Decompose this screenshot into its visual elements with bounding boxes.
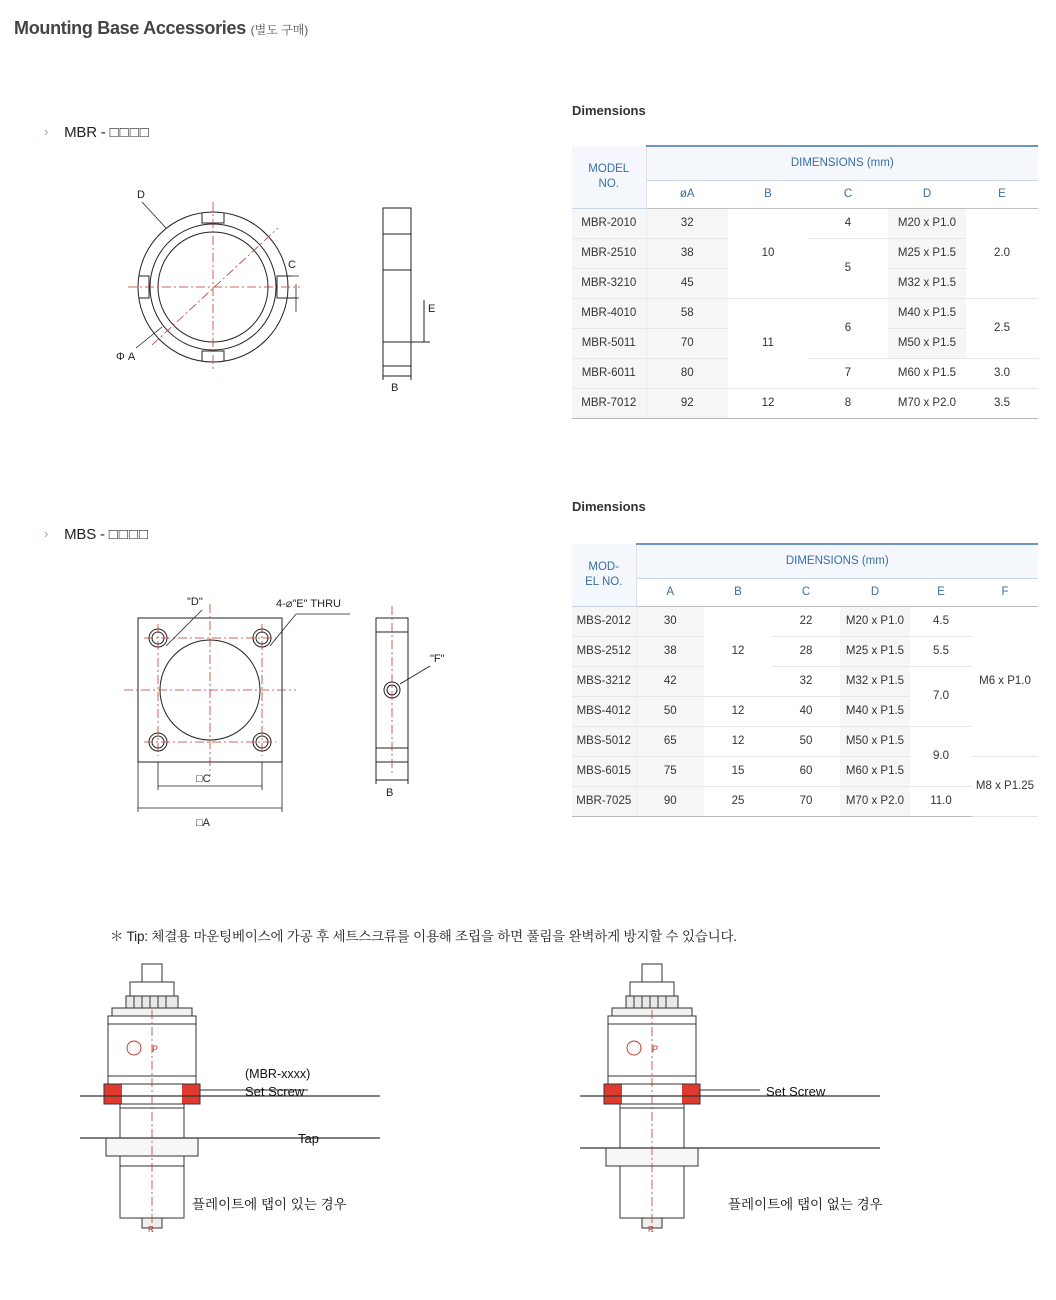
mbs-drawing [110,580,480,840]
cell-e: 3.5 [966,388,1038,418]
cell-a: 58 [646,298,728,328]
table-mbs [572,543,1038,817]
table-mbr [572,145,1038,419]
table-mbr-col-e: E [966,180,1038,208]
table-mbr-col-a: øA [646,180,728,208]
mbr-label-b: B [391,382,399,394]
cell-d: M70 x P2.0 [840,786,910,816]
table-row [572,666,1038,696]
table-mbs-group-header: DIMENSIONS (mm) [636,544,1038,578]
table-mbr-col-d: D [888,180,966,208]
page-title-sub: (별도 구매) [250,23,309,37]
cell-b: 12 [704,726,772,756]
figure-without-tap [580,960,1010,1250]
figure2-marker-p: P [652,1044,659,1054]
cell-b: 12 [704,606,772,696]
cell-model: MBR-7025 [572,786,636,816]
cell-b: 11 [728,298,808,388]
cell-c: 70 [772,786,840,816]
figure1-label-setscrew: Set Screw [245,1084,305,1099]
cell-b: 12 [728,388,808,418]
cell-d: M60 x P1.5 [840,756,910,786]
cell-c: 6 [808,298,888,358]
section-heading-mbs [44,526,149,543]
chevron-right-icon: › [44,526,49,541]
table-mbs-col-b: B [704,578,772,606]
chevron-right-icon: › [44,124,49,139]
cell-d: M25 x P1.5 [888,238,966,268]
cell-model: MBR-3210 [572,268,646,298]
cell-a: 32 [646,208,728,238]
table-mbs-col-a: A [636,578,704,606]
figure2-caption: 플레이트에 탭이 없는 경우 [728,1197,883,1212]
cell-model: MBR-7012 [572,388,646,418]
mbs-label-c: □C [196,773,211,785]
cell-model: MBS-2512 [572,636,636,666]
cell-d: M25 x P1.5 [840,636,910,666]
cell-a: 38 [646,238,728,268]
cell-c: 28 [772,636,840,666]
page-title [14,18,308,39]
cell-a: 90 [636,786,704,816]
table-mbs-model-header: MOD- EL NO. [572,544,636,606]
dimensions-label-mbr: Dimensions [572,103,646,118]
table-row [572,726,1038,756]
cell-c: 60 [772,756,840,786]
mbs-label-a: □A [196,817,210,829]
cell-a: 80 [646,358,728,388]
cell-c: 5 [808,238,888,298]
page-title-main: Mounting Base Accessories [14,18,246,38]
tip-note [110,925,737,945]
table-row [572,208,1038,238]
cell-b: 15 [704,756,772,786]
cell-a: 30 [636,606,704,636]
section-heading-mbr-boxes: □□□□ [109,124,150,141]
figure1-caption: 플레이트에 탭이 있는 경우 [192,1197,347,1212]
cell-model: MBS-5012 [572,726,636,756]
table-row [572,636,1038,666]
cell-d: M50 x P1.5 [840,726,910,756]
cell-b: 12 [704,696,772,726]
cell-model: MBS-3212 [572,666,636,696]
cell-e: 3.0 [966,358,1038,388]
cell-c: 4 [808,208,888,238]
section-heading-mbr-label: MBR - [64,124,110,141]
mbs-label-b: B [386,787,394,799]
cell-e: 11.0 [910,786,972,816]
dimensions-label-mbs: Dimensions [572,499,646,514]
cell-model: MBS-4012 [572,696,636,726]
cell-d: M40 x P1.5 [888,298,966,328]
table-row [572,606,1038,636]
figure1-label-tap: Tap [298,1131,319,1146]
cell-a: 42 [636,666,704,696]
section-heading-mbs-boxes: □□□□ [108,526,149,543]
table-mbr-group-header: DIMENSIONS (mm) [646,146,1038,180]
section-heading-mbr [44,124,150,141]
cell-model: MBS-2012 [572,606,636,636]
cell-a: 38 [636,636,704,666]
cell-d: M20 x P1.0 [840,606,910,636]
cell-c: 50 [772,726,840,756]
cell-e: 7.0 [910,666,972,726]
cell-model: MBR-6011 [572,358,646,388]
mbr-label-d: D [137,189,145,201]
table-mbs-col-f: F [972,578,1038,606]
cell-a: 65 [636,726,704,756]
mbr-label-phi-a: Φ A [116,351,136,363]
cell-c: 40 [772,696,840,726]
cell-model: MBR-5011 [572,328,646,358]
figure2-label-setscrew: Set Screw [766,1084,826,1099]
cell-c: 32 [772,666,840,696]
cell-d: M70 x P2.0 [888,388,966,418]
cell-d: M60 x P1.5 [888,358,966,388]
mbr-drawing [110,180,480,410]
cell-d: M32 x P1.5 [888,268,966,298]
cell-d: M32 x P1.5 [840,666,910,696]
table-row [572,388,1038,418]
mbs-label-e-thru: 4-⌀"E" THRU [276,598,341,610]
figure-with-tap [80,960,510,1250]
cell-c: 7 [808,358,888,388]
section-heading-mbs-label: MBS - [64,526,109,543]
cell-b: 25 [704,786,772,816]
cell-d: M40 x P1.5 [840,696,910,726]
cell-c: 8 [808,388,888,418]
table-mbs-col-e: E [910,578,972,606]
cell-b: 10 [728,208,808,298]
figure1-marker-p: P [152,1044,159,1054]
table-mbr-model-header: MODEL NO. [572,146,646,208]
cell-f: M8 x P1.25 [972,756,1038,816]
mbs-label-f: "F" [430,653,445,665]
cell-e: 2.5 [966,298,1038,358]
cell-a: 50 [636,696,704,726]
table-mbr-col-c: C [808,180,888,208]
cell-model: MBR-2510 [572,238,646,268]
cell-e: 5.5 [910,636,972,666]
cell-a: 70 [646,328,728,358]
table-mbs-col-c: C [772,578,840,606]
cell-e: 9.0 [910,726,972,786]
cell-f: M6 x P1.0 [972,606,1038,756]
cell-a: 92 [646,388,728,418]
mbr-label-e: E [428,303,436,315]
table-row [572,786,1038,816]
cell-d: M50 x P1.5 [888,328,966,358]
tip-text: Tip: 체결용 마운팅베이스에 가공 후 세트스크류를 이용해 조립을 하면 풀림을 완벽하게 방지할 수 있습니다. [126,929,737,944]
cell-d: M20 x P1.0 [888,208,966,238]
cell-model: MBR-2010 [572,208,646,238]
cell-model: MBR-4010 [572,298,646,328]
figure1-marker-r: R [148,1225,154,1234]
cell-model: MBS-6015 [572,756,636,786]
cell-e: 2.0 [966,208,1038,298]
table-row [572,298,1038,328]
mbs-label-d: "D" [187,596,203,608]
cell-a: 75 [636,756,704,786]
tip-marker: ＊ [110,929,124,944]
figure2-marker-r: R [648,1225,654,1234]
cell-e: 4.5 [910,606,972,636]
table-mbr-col-b: B [728,180,808,208]
cell-a: 45 [646,268,728,298]
cell-c: 22 [772,606,840,636]
table-mbs-col-d: D [840,578,910,606]
mbr-label-c: C [288,259,296,271]
figure1-label-mbr: (MBR-xxxx) [245,1067,311,1081]
